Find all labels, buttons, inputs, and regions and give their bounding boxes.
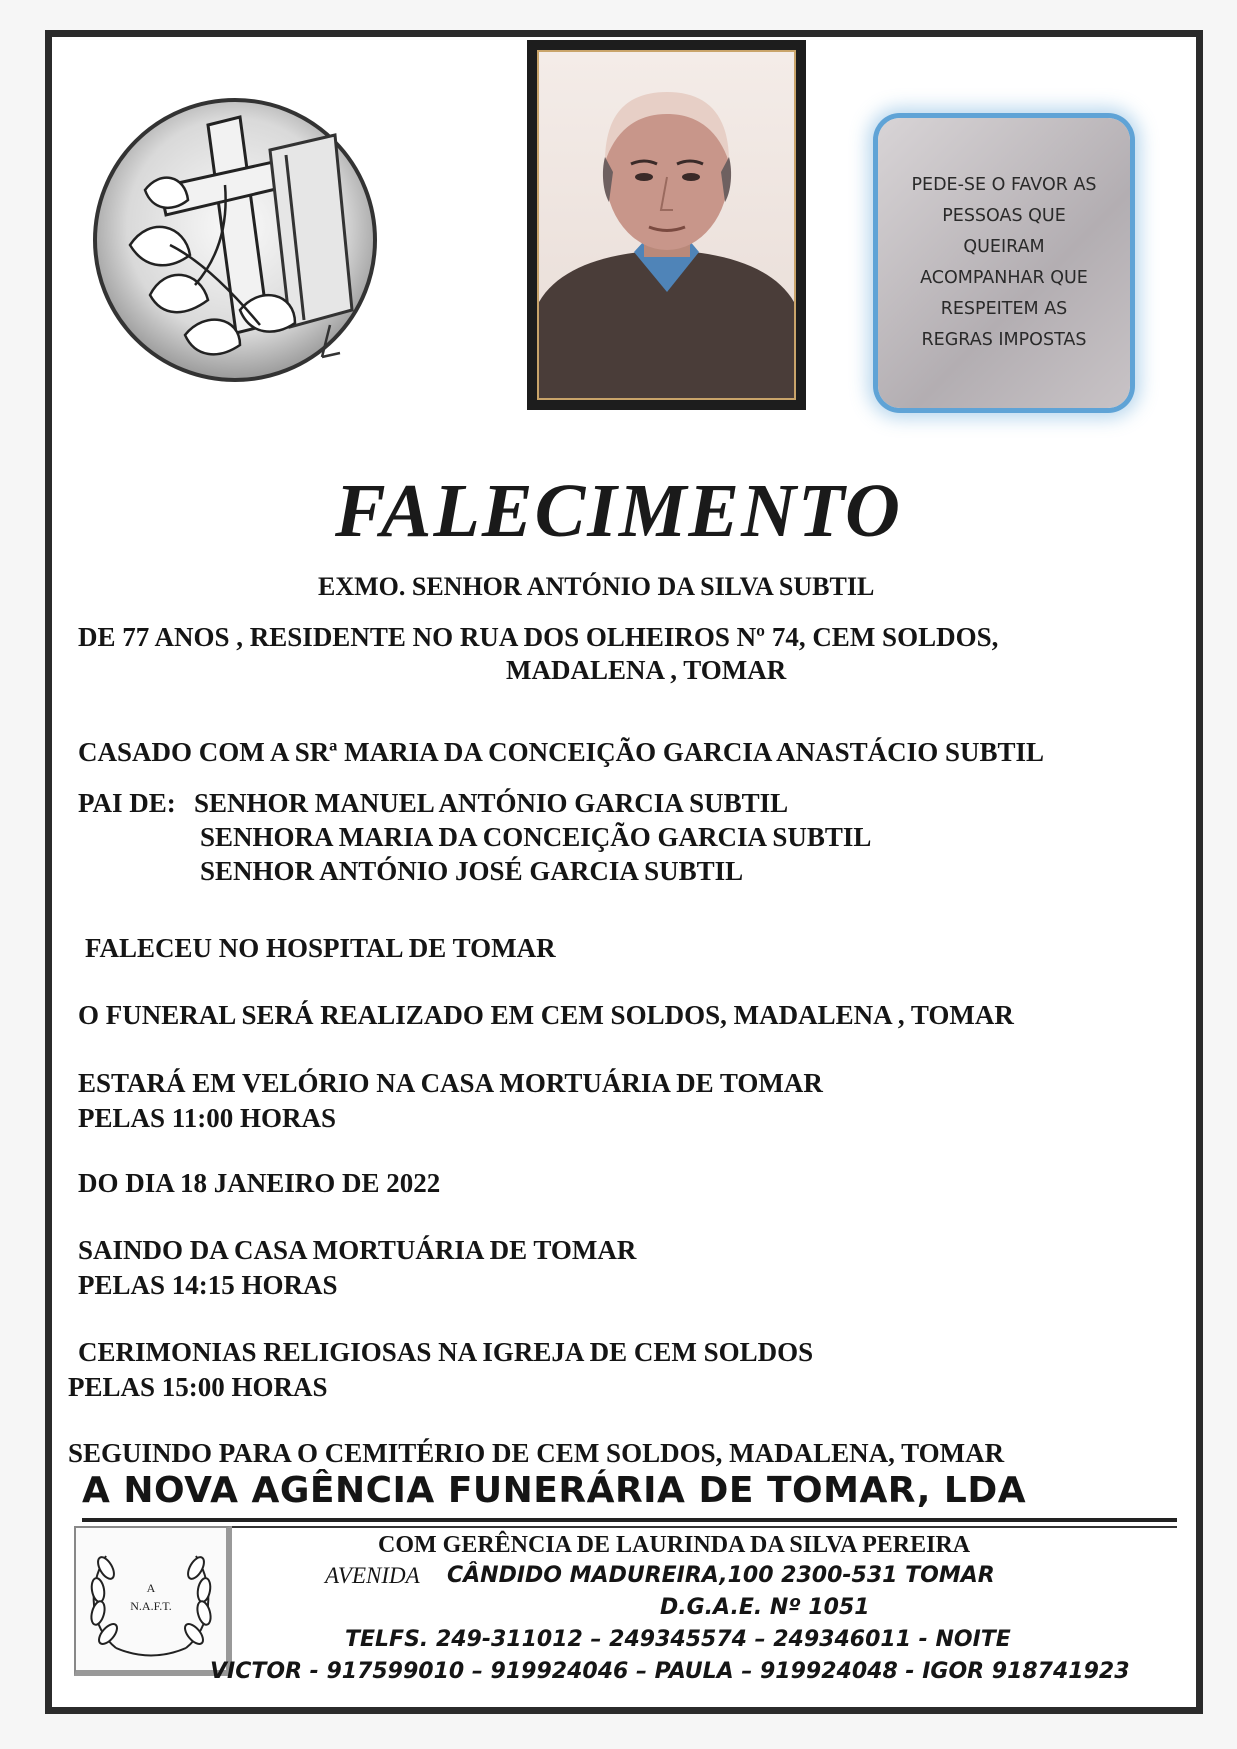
child-name: SENHOR ANTÓNIO JOSÉ GARCIA SUBTIL bbox=[200, 856, 744, 886]
portrait-figure bbox=[539, 52, 794, 398]
wake-line2: PELAS 11:00 HORAS bbox=[78, 1103, 337, 1133]
children-prefix: PAI DE: bbox=[78, 788, 176, 818]
laurel-wreath-icon bbox=[76, 1528, 226, 1670]
covid-rules-notice bbox=[878, 118, 1130, 408]
age-residence-line2: MADALENA , TOMAR bbox=[506, 655, 787, 685]
wake-line1: ESTARÁ EM VELÓRIO NA CASA MORTUÁRIA DE TOMAR bbox=[78, 1068, 823, 1098]
portrait-frame bbox=[527, 40, 806, 410]
spouse-line: CASADO COM A SRª MARIA DA CONCEIÇÃO GARCIA ANASTÁCIO SUBTIL bbox=[78, 737, 1044, 767]
agency-name: A NOVA AGÊNCIA FUNERÁRIA DE TOMAR, LDA bbox=[82, 1470, 1177, 1522]
logo-initials: N.A.F.T. bbox=[130, 1599, 172, 1613]
page-title: FALECIMENTO bbox=[335, 469, 902, 553]
agency-address: CÂNDIDO MADUREIRA,100 2300-531 TOMAR bbox=[447, 1563, 995, 1588]
child-name: SENHORA MARIA DA CONCEIÇÃO GARCIA SUBTIL bbox=[200, 822, 872, 852]
agency-logo bbox=[74, 1526, 232, 1676]
footer-divider bbox=[82, 1526, 1177, 1528]
cross-lily-emblem bbox=[90, 95, 380, 385]
agency-phones: TELFS. 249-311012 – 249345574 – 249346011 - NOITE bbox=[345, 1627, 1011, 1652]
departure-line2: PELAS 14:15 HORAS bbox=[78, 1270, 338, 1300]
deceased-name: EXMO. SENHOR ANTÓNIO DA SILVA SUBTIL bbox=[318, 572, 875, 601]
age-residence-line1: DE 77 ANOS , RESIDENTE NO RUA DOS OLHEIROS Nº 74, CEM SOLDOS, bbox=[78, 622, 999, 652]
date-line: DO DIA 18 JANEIRO DE 2022 bbox=[78, 1168, 441, 1198]
portrait-photo bbox=[537, 50, 796, 400]
death-place: FALECEU NO HOSPITAL DE TOMAR bbox=[85, 933, 556, 963]
notice-text: PEDE-SE O FAVOR AS PESSOAS QUE QUEIRAM ACOMPANHAR QUE RESPEITEM AS REGRAS IMPOSTAS bbox=[911, 175, 1097, 350]
ceremony-line1: CERIMONIAS RELIGIOSAS NA IGREJA DE CEM SOLDOS bbox=[78, 1337, 814, 1367]
address-prefix: AVENIDA bbox=[325, 1563, 420, 1588]
funeral-place: O FUNERAL SERÁ REALIZADO EM CEM SOLDOS, MADALENA , TOMAR bbox=[78, 1000, 1014, 1030]
agency-management: COM GERÊNCIA DE LAURINDA DA SILVA PEREIRA bbox=[378, 1532, 971, 1558]
ceremony-line2: PELAS 15:00 HORAS bbox=[68, 1372, 328, 1402]
burial-line: SEGUINDO PARA O CEMITÉRIO DE CEM SOLDOS, MADALENA, TOMAR bbox=[68, 1438, 1005, 1468]
child-name: SENHOR MANUEL ANTÓNIO GARCIA SUBTIL bbox=[194, 788, 789, 818]
departure-line1: SAINDO DA CASA MORTUÁRIA DE TOMAR bbox=[78, 1235, 637, 1265]
agency-dgae: D.G.A.E. Nº 1051 bbox=[660, 1595, 870, 1620]
logo-letter: A bbox=[146, 1581, 156, 1595]
agency-contacts: VICTOR - 917599010 – 919924046 – PAULA – 919924048 - IGOR 918741923 bbox=[210, 1659, 1130, 1684]
